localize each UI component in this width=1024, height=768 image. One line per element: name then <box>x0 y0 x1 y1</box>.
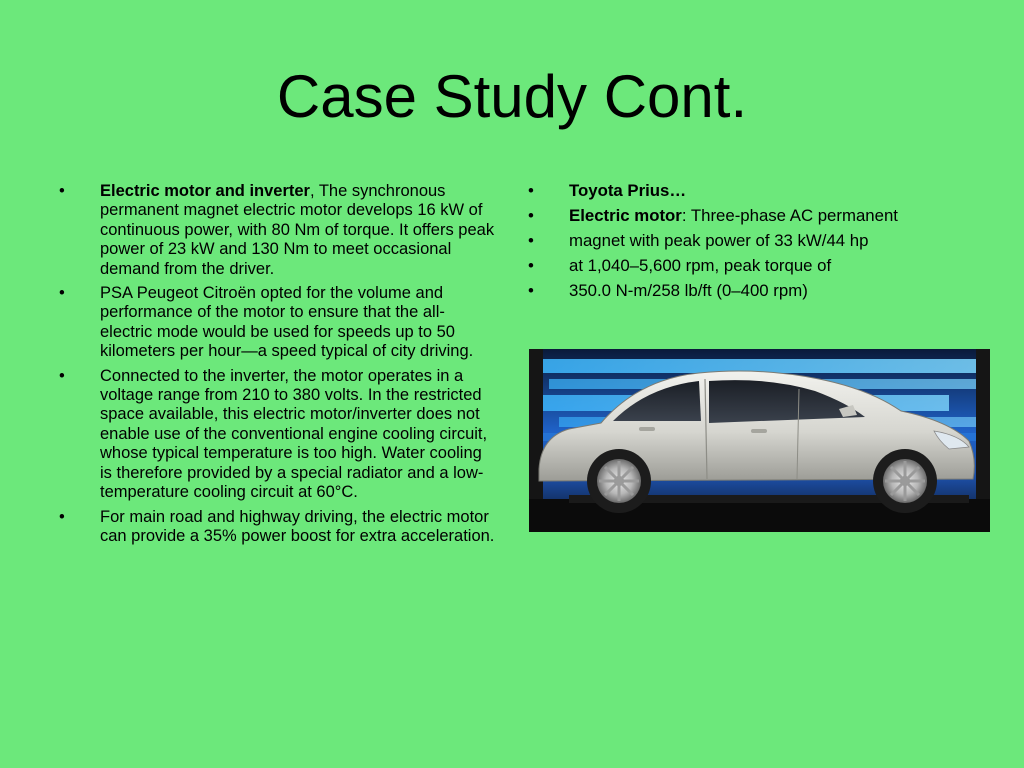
toyota-prius-image <box>529 349 990 532</box>
left-bullet-3 <box>57 367 497 503</box>
bullet-bold-text: Electric motor and inverter <box>100 182 310 200</box>
right-bullet-3 <box>526 230 996 251</box>
bullet-dot: • <box>528 256 534 275</box>
bullet-dot: • <box>59 366 65 385</box>
bullet-dot: • <box>59 284 65 303</box>
bullet-text: 350.0 N-m/258 lb/ft (0–400 rpm) <box>569 281 808 300</box>
bullet-dot: • <box>59 507 65 526</box>
bullet-dot: • <box>59 182 65 200</box>
bullet-dot: • <box>528 231 534 250</box>
bullet-text: Connected to the inverter, the motor operates in a voltage range from 210 to 380 volts. In the restricted space available, this electric motor/inverter does not enable use of the conventional engine cooling circuit, whose typical temperature is too high. Water cooling is therefore provided by a special radiator and a low-temperature cooling circuit at 60°C. <box>100 366 488 502</box>
bullet-text: magnet with peak power of 33 kW/44 hp <box>569 231 869 250</box>
bullet-bold-text: Toyota Prius… <box>569 181 687 200</box>
right-bullet-4 <box>526 255 996 276</box>
bullet-text: PSA Peugeot Citroën opted for the volume and performance of the motor to ensure that the all-electric mode would be used for speeds up to 50 kilometers per hour—a speed typical of city driving. <box>100 284 474 361</box>
left-bullet-2 <box>57 284 497 362</box>
right-bullet-list <box>526 180 996 305</box>
bullet-dot: • <box>528 206 534 225</box>
left-bullet-list <box>57 182 497 551</box>
bullet-text: , The synchronous permanent magnet electric motor develops 16 kW of continuous power, with 80 Nm of torque. It offers peak power of 23 kW and 130 Nm to meet occasional demand from the driver. <box>100 182 495 278</box>
car-photo <box>529 349 990 532</box>
left-bullet-1 <box>57 182 497 279</box>
right-bullet-1 <box>526 180 996 201</box>
bullet-dot: • <box>528 281 534 300</box>
bullet-text: at 1,040–5,600 rpm, peak torque of <box>569 256 832 275</box>
right-bullet-2 <box>526 205 996 226</box>
bullet-text: For main road and highway driving, the electric motor can provide a 35% power boost for extra acceleration. <box>100 507 495 545</box>
slide-title: Case Study Cont. <box>276 63 748 130</box>
bullet-bold-text: Electric motor <box>569 206 682 225</box>
bullet-text: : Three-phase AC permanent <box>681 206 898 225</box>
bullet-dot: • <box>528 181 534 200</box>
right-bullet-5 <box>526 280 996 301</box>
left-bullet-4 <box>57 508 497 547</box>
